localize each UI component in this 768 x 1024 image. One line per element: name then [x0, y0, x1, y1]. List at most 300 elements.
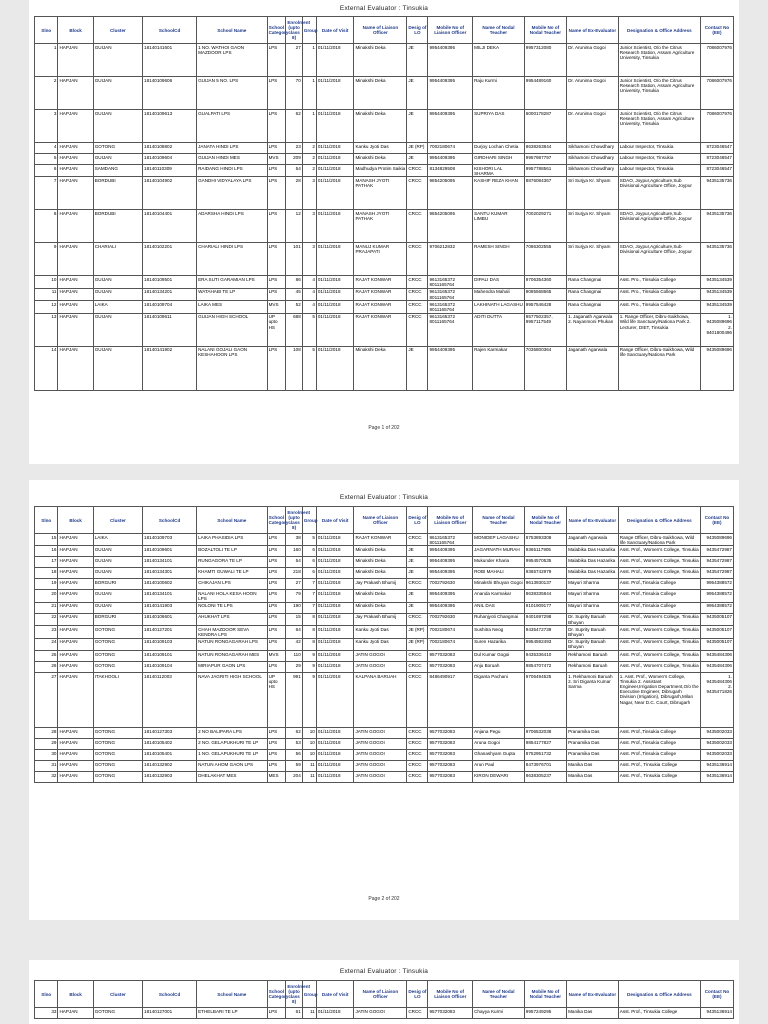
cell-school: CHIKAJAN LPS: [197, 579, 267, 590]
cell-cluster: GUIJAN: [93, 590, 142, 602]
cell-code: 18140109104: [143, 662, 197, 673]
cell-lo: Minakshi Deka: [354, 602, 407, 613]
cell-date: 01/11/2018: [316, 313, 354, 346]
cell-office: Asst. Prof., Women's College, Tinsukia: [618, 651, 700, 662]
cell-date: 01/11/2018: [316, 154, 354, 165]
cell-school: JANATA HINDI LPS: [197, 143, 267, 154]
cell-group: 9: [302, 673, 316, 728]
cell-nodal: ROBI MAHALI: [473, 568, 525, 579]
cell-ee_mob: 9435134539: [700, 276, 733, 288]
cell-cat: LPS: [267, 750, 286, 761]
cell-slno: 12: [35, 301, 58, 313]
cell-slno: 21: [35, 602, 58, 613]
cell-slno: 8: [35, 210, 58, 243]
cell-code: 18140108802: [143, 143, 197, 154]
cell-cat: LPS: [267, 77, 286, 110]
cell-block: HAPJAN: [58, 210, 93, 243]
cell-cluster: LAIKA: [93, 534, 142, 546]
cell-cluster: GUIJAN: [93, 346, 142, 390]
cell-nodal_mob: 7086302555: [524, 243, 566, 276]
cell-ee_mob: 9435005107: [700, 626, 733, 638]
cell-desig: CRCC: [407, 301, 428, 313]
cell-lo: Jay Prakash Bhumij: [354, 613, 407, 625]
cell-cluster: GUIJAN: [93, 154, 142, 165]
cell-ee: Sikhamoni Chowdhary: [567, 154, 619, 165]
cell-nodal: Anju Boruah: [473, 662, 525, 673]
cell-block: HAPJAN: [58, 739, 93, 750]
cell-school: ETHELBARI TE LP: [197, 1008, 267, 1019]
column-header: Cluster: [93, 507, 142, 534]
cell-block: HAPJAN: [58, 165, 93, 177]
cell-slno: 4: [35, 143, 58, 154]
cell-desig: JE: [407, 110, 428, 143]
cell-ee: Malabika Das Hazarika: [567, 568, 619, 579]
cell-enrol: 45: [286, 288, 302, 300]
cell-ee_mob: 9435135736: [700, 177, 733, 210]
cell-ee: Pranamika Das: [567, 728, 619, 739]
cell-nodal: RAMESH SINGH: [473, 243, 525, 276]
cell-desig: CRCC: [407, 739, 428, 750]
column-header: Name of Nodal Teacher: [473, 507, 525, 534]
cell-school: 2 NO BALIPARA LPS: [197, 728, 267, 739]
cell-desig: CRCC: [407, 1008, 428, 1019]
column-header: Mobile No of Nodal Teacher: [524, 17, 566, 44]
cell-office: Asst. Prof., Women's College, Tinsukia: [618, 546, 700, 557]
cell-group: 1: [302, 77, 316, 110]
cell-lo_mob: 9577032083: [428, 728, 473, 739]
cell-desig: CRCC: [407, 728, 428, 739]
cell-nodal_mob: 9435336410: [524, 651, 566, 662]
cell-slno: 28: [35, 728, 58, 739]
table-row: [35, 651, 734, 662]
cell-office: Asst. Prof.,Tinsukia College: [618, 579, 700, 590]
cell-date: 01/11/2018: [316, 590, 354, 602]
cell-enrol: 54: [286, 165, 302, 177]
cell-school: LAIKA MES: [197, 301, 267, 313]
cell-code: 18140112003: [143, 673, 197, 728]
cell-lo_mob: 9954409395: [428, 154, 473, 165]
cell-code: 18140109704: [143, 301, 197, 313]
cell-group: 2: [302, 165, 316, 177]
cell-cluster: BORGURI: [93, 613, 142, 625]
cell-enrol: 52: [286, 301, 302, 313]
column-header: School Category: [267, 17, 286, 44]
cell-ee_mob: 9435089696: [700, 534, 733, 546]
cell-slno: 11: [35, 288, 58, 300]
cell-nodal_mob: 6000178287: [524, 110, 566, 143]
cell-group: 3: [302, 210, 316, 243]
cell-nodal: KISHORI LAL SHARMA: [473, 165, 525, 177]
cell-date: 01/11/2018: [316, 210, 354, 243]
cell-cat: UP upto HS: [267, 313, 286, 346]
cell-lo_mob: 7002792630: [428, 579, 473, 590]
cell-nodal: Arun Paul: [473, 761, 525, 772]
cell-block: HAPJAN: [58, 662, 93, 673]
cell-code: 18140134201: [143, 288, 197, 300]
table-row: [35, 301, 734, 313]
cell-date: 01/11/2018: [316, 651, 354, 662]
cell-school: GUIJAN 5 NO. LPS: [197, 77, 267, 110]
cell-cluster: GOTONG: [93, 761, 142, 772]
cell-group: 3: [302, 177, 316, 210]
cell-nodal_mob: 9706494525: [524, 673, 566, 728]
cell-lo_mob: 9854205095: [428, 177, 473, 210]
cell-block: HAPJAN: [58, 346, 93, 390]
table-row: [35, 673, 734, 728]
column-header: Slno: [35, 17, 58, 44]
cell-cluster: GUIJAN: [93, 77, 142, 110]
cell-desig: JE (RP): [407, 626, 428, 638]
cell-slno: 24: [35, 638, 58, 650]
cell-lo_mob: 7002180674: [428, 143, 473, 154]
cell-slno: 13: [35, 313, 58, 346]
cell-code: 18140109501: [143, 276, 197, 288]
table-row: [35, 761, 734, 772]
cell-desig: CRCC: [407, 750, 428, 761]
cell-nodal: Dul Kumar Gogoi: [473, 651, 525, 662]
cell-cluster: GOTONG: [93, 638, 142, 650]
cell-block: HAPJAN: [58, 288, 93, 300]
cell-nodal: Raju Kurmi: [473, 77, 525, 110]
cell-ee: Sri Surjya Kr. Shyam: [567, 177, 619, 210]
cell-group: 11: [302, 761, 316, 772]
cell-cat: LPS: [267, 662, 286, 673]
cell-office: Asst. Prof., Women's College, Tinsukia: [618, 626, 700, 638]
cell-lo: JATIN GOGOI: [354, 1008, 407, 1019]
cell-nodal_mob: 9365742979: [524, 568, 566, 579]
cell-office: Asst. Prof.,Tinsukia College: [618, 739, 700, 750]
cell-enrol: 27: [286, 579, 302, 590]
cell-lo_mob: 9577032083: [428, 739, 473, 750]
cell-ee_mob: 9435484306: [700, 651, 733, 662]
cell-slno: 29: [35, 739, 58, 750]
cell-lo: JATIN GOGOI: [354, 750, 407, 761]
cell-cat: LPS: [267, 243, 286, 276]
cell-code: 18140127303: [143, 728, 197, 739]
cell-ee_mob: 9954388572: [700, 579, 733, 590]
cell-lo_mob: 7002180674: [428, 638, 473, 650]
cell-office: Asst. Prof., Women's College, Tinsukia: [618, 557, 700, 568]
cell-block: HAPJAN: [58, 613, 93, 625]
cell-date: 01/11/2018: [316, 728, 354, 739]
cell-code: 18140132903: [143, 772, 197, 783]
cell-office: Asst. Prof., Tinsukia College: [618, 772, 700, 783]
cell-ee: Dr. Suprity Baruah Bhuyan: [567, 638, 619, 650]
cell-lo: Minakshi Deka: [354, 110, 407, 143]
table-row: [35, 739, 734, 750]
table-row: [35, 44, 734, 77]
cell-enrol: 42: [286, 638, 302, 650]
column-header: SchoolCd: [143, 507, 197, 534]
cell-cat: LPS: [267, 546, 286, 557]
cell-enrol: 27: [286, 44, 302, 77]
cell-lo: Minakshi Deka: [354, 590, 407, 602]
page-number: Page 2 of 202: [368, 896, 400, 902]
cell-nodal: Minakshi Bhuyan Gogoi: [473, 579, 525, 590]
cell-slno: 1: [35, 44, 58, 77]
cell-cat: LPS: [267, 557, 286, 568]
cell-enrol: 218: [286, 568, 302, 579]
cell-group: 5: [302, 534, 316, 546]
cell-ee_mob: 1. 9435089696 2. 9401800496: [700, 313, 733, 346]
cell-date: 01/11/2018: [316, 301, 354, 313]
cell-cluster: GUIJAN: [93, 313, 142, 346]
cell-enrol: 15: [286, 613, 302, 625]
cell-cat: LPS: [267, 638, 286, 650]
column-header: Name of Nodal Teacher: [473, 981, 525, 1008]
table-row: [35, 165, 734, 177]
cell-date: 01/11/2018: [316, 750, 354, 761]
cell-school: GUIJAN HINDI MES: [197, 154, 267, 165]
cell-lo: RAJAT KONWAR: [354, 301, 407, 313]
column-header: Name of Nodal Teacher: [473, 17, 525, 44]
cell-nodal_mob: 8876084367: [524, 177, 566, 210]
cell-enrol: 64: [286, 626, 302, 638]
cell-cluster: SAMDANG: [93, 165, 142, 177]
cell-date: 01/11/2018: [316, 761, 354, 772]
column-header: Mobile No of Liaison Officer: [428, 507, 473, 534]
cell-group: 7: [302, 602, 316, 613]
cell-slno: 23: [35, 626, 58, 638]
column-header: Name of Liaison Officer: [354, 507, 407, 534]
column-header: Enrolment (upto class 8): [286, 17, 302, 44]
column-header: Group: [302, 981, 316, 1008]
cell-nodal: Ghanashyam Gupta: [473, 750, 525, 761]
cell-enrol: 61: [286, 1008, 302, 1019]
table-row: [35, 276, 734, 288]
cell-lo_mob: 9613165372 8011165764: [428, 288, 473, 300]
cell-enrol: 108: [286, 346, 302, 390]
cell-group: 4: [302, 288, 316, 300]
cell-enrol: 62: [286, 110, 302, 143]
cell-cluster: GOTONG: [93, 728, 142, 739]
cell-cat: MVS: [267, 651, 286, 662]
cell-lo: MANUJ KUMAR PRAJAPATI: [354, 243, 407, 276]
cell-ee_mob: 9435136914: [700, 761, 733, 772]
cell-code: 18140106601: [143, 613, 197, 625]
cell-block: HAPJAN: [58, 77, 93, 110]
column-header: Date of Visit: [316, 981, 354, 1008]
document-page-2: [29, 480, 739, 920]
cell-desig: JE: [407, 44, 428, 77]
column-header: Group: [302, 507, 316, 534]
cell-ee: Manika Das: [567, 772, 619, 783]
cell-nodal_mob: 9954592493: [524, 638, 566, 650]
cell-code: 18140110309: [143, 165, 197, 177]
cell-nodal: JAGARNATH MURAH: [473, 546, 525, 557]
cell-ee: Manika Das: [567, 761, 619, 772]
cell-group: 2: [302, 154, 316, 165]
cell-ee_mob: 9435472987: [700, 568, 733, 579]
cell-ee_mob: 9435136914: [700, 772, 733, 783]
cell-ee: Dr. Arunima Gogoi: [567, 110, 619, 143]
cell-school: NATUN AHOM GAON LPS: [197, 761, 267, 772]
cell-block: HAPJAN: [58, 750, 93, 761]
table-row: [35, 143, 734, 154]
cell-cluster: GOTONG: [93, 143, 142, 154]
cell-ee_mob: 9435135736: [700, 243, 733, 276]
cell-ee_mob: 9435089696: [700, 346, 733, 390]
column-header: Enrolment (upto class 8): [286, 507, 302, 534]
cell-office: Asst. Prof., Women's College, Tinsukia: [618, 568, 700, 579]
document-page-3: [29, 960, 739, 1024]
cell-nodal: Rajen Karmakar: [473, 346, 525, 390]
cell-slno: 31: [35, 761, 58, 772]
cell-lo: KALPANA BARUAH: [354, 673, 407, 728]
cell-desig: CRCC: [407, 177, 428, 210]
cell-ee: Sri Surjya Kr. Shyam: [567, 243, 619, 276]
cell-desig: CRCC: [407, 673, 428, 728]
cell-enrol: 110: [286, 651, 302, 662]
cell-lo: Minakshi Deka: [354, 77, 407, 110]
cell-ee: Mayuri Sharma: [567, 579, 619, 590]
cell-ee_mob: 9435005107: [700, 638, 733, 650]
cell-enrol: 12: [286, 210, 302, 243]
cell-group: 11: [302, 772, 316, 783]
cell-ee_mob: 9435134539: [700, 301, 733, 313]
table-row: [35, 590, 734, 602]
cell-lo_mob: 9577032083: [428, 750, 473, 761]
column-header: Block: [58, 17, 93, 44]
cell-ee_mob: 9435002033: [700, 750, 733, 761]
cell-block: HAPJAN: [58, 557, 93, 568]
cell-lo_mob: 9613165372 8011165764: [428, 276, 473, 288]
column-header: Contact No (EE): [700, 981, 733, 1008]
cell-cat: LPS: [267, 568, 286, 579]
cell-ee_mob: 9435002033: [700, 728, 733, 739]
cell-slno: 30: [35, 750, 58, 761]
cell-office: Asst. Prof.,Tinsukia College: [618, 728, 700, 739]
cell-desig: JE: [407, 546, 428, 557]
cell-ee: Rekhamoni Baruah: [567, 662, 619, 673]
cell-group: 7: [302, 579, 316, 590]
cell-nodal_mob: 9854707472: [524, 662, 566, 673]
cell-cat: LPS: [267, 288, 286, 300]
cell-slno: 25: [35, 651, 58, 662]
cell-nodal: Suren Hazarika: [473, 638, 525, 650]
cell-block: HAPJAN: [58, 673, 93, 728]
cell-nodal_mob: 9957987797: [524, 154, 566, 165]
cell-ee: Malabika Das Hazarika: [567, 546, 619, 557]
table-row: [35, 602, 734, 613]
cell-cluster: GUIJAN: [93, 288, 142, 300]
column-header: School Name: [197, 17, 267, 44]
cell-lo: JATIN GOGOI: [354, 651, 407, 662]
cell-school: DHELAKHAT MES: [197, 772, 267, 783]
cell-enrol: 62: [286, 728, 302, 739]
cell-code: 18140132902: [143, 761, 197, 772]
cell-cat: MES: [267, 772, 286, 783]
cell-code: 18140134301: [143, 568, 197, 579]
cell-cluster: GOTONG: [93, 739, 142, 750]
column-header: Designation & Office Address: [618, 507, 700, 534]
column-header: SchoolCd: [143, 981, 197, 1008]
cell-block: HAPJAN: [58, 177, 93, 210]
cell-enrol: 56: [286, 750, 302, 761]
cell-nodal: ANIL DAS: [473, 602, 525, 613]
cell-block: HAPJAN: [58, 651, 93, 662]
cell-ee_mob: 9435484306: [700, 662, 733, 673]
cell-slno: 2: [35, 77, 58, 110]
cell-nodal: SANTU KUMAR LIMBU: [473, 210, 525, 243]
cell-lo: Minakshi Deka: [354, 546, 407, 557]
cell-nodal: Anjana Pegu: [473, 728, 525, 739]
cell-nodal_mob: 8638263844: [524, 143, 566, 154]
cell-office: 1. Asst. Prof., Women's College, Tinsukia 2. Assistant Engineer,Irrigation Department,O/o the Executive Engineer, Dibrugarh Division (Irrigation), Dibrugarh,Milan Nagar, Near D.C. Court, Dibrugarh: [618, 673, 700, 728]
cell-school: 1 NO. WATHOI GAON MAZDOOR LPS: [197, 44, 267, 77]
cell-cat: LPS: [267, 739, 286, 750]
cell-slno: 26: [35, 662, 58, 673]
cell-cat: UP upto HS: [267, 673, 286, 728]
cell-enrol: 204: [286, 772, 302, 783]
cell-ee: Dr. Suprity Baruah Bhuyan: [567, 626, 619, 638]
cell-nodal: Aruna Gogoi: [473, 739, 525, 750]
cell-code: 18140141903: [143, 602, 197, 613]
cell-cat: LPS: [267, 590, 286, 602]
cell-code: 18140109604: [143, 154, 197, 165]
cell-code: 18140141902: [143, 346, 197, 390]
table-header-row: [35, 507, 734, 534]
evaluator-table: [34, 980, 734, 1019]
cell-office: 1. Range Officer, Dibru-Saikhowa, Wild life Sanctuary/Nationa Park 2. Lecturer, DIET, Tinsukia: [618, 313, 700, 346]
cell-school: NALANI HOLA KESA HOON LPS: [197, 590, 267, 602]
cell-group: 11: [302, 1008, 316, 1019]
column-header: Desig of LO: [407, 17, 428, 44]
cell-group: 7: [302, 590, 316, 602]
cell-lo_mob: 8486490917: [428, 673, 473, 728]
cell-nodal_mob: 9085568665: [524, 288, 566, 300]
cell-desig: CRCC: [407, 243, 428, 276]
cell-lo_mob: 9954409395: [428, 590, 473, 602]
cell-date: 01/11/2018: [316, 1008, 354, 1019]
cell-nodal: Ananda Karmakar: [473, 590, 525, 602]
cell-group: 8: [302, 638, 316, 650]
cell-ee_mob: 9435134539: [700, 288, 733, 300]
cell-desig: CRCC: [407, 534, 428, 546]
table-header-row: [35, 981, 734, 1008]
cell-cluster: GUIJAN: [93, 602, 142, 613]
cell-office: Junior Scientist, O/o the Citrus Research Station, Assam Agriculture University, Tinsukia: [618, 77, 700, 110]
cell-ee_mob: 9435005107: [700, 613, 733, 625]
cell-lo: RAJAT KONWAR: [354, 288, 407, 300]
cell-lo_mob: 9954409395: [428, 44, 473, 77]
cell-slno: 22: [35, 613, 58, 625]
cell-cluster: GUIJAN: [93, 546, 142, 557]
cell-code: 18140141601: [143, 44, 197, 77]
cell-school: NALANI GOJALI GAON KESHAHOON LPS: [197, 346, 267, 390]
cell-desig: CRCC: [407, 662, 428, 673]
cell-desig: CRCC: [407, 288, 428, 300]
cell-nodal: DIPALI DAS: [473, 276, 525, 288]
table-row: [35, 638, 734, 650]
cell-school: WATAHABI TE LP: [197, 288, 267, 300]
cell-desig: JE: [407, 602, 428, 613]
cell-school: BOZALTOLI TE LP: [197, 546, 267, 557]
cell-lo: JATIN GOGOI: [354, 761, 407, 772]
cell-lo: Madhudya Protim Saikia: [354, 165, 407, 177]
cell-ee_mob: 9435136914: [700, 1008, 733, 1019]
cell-lo: Jay Prakash Bhumij: [354, 579, 407, 590]
cell-block: HAPJAN: [58, 638, 93, 650]
cell-lo_mob: 9577032083: [428, 772, 473, 783]
column-header: Mobile No of Liaison Officer: [428, 17, 473, 44]
column-header: Slno: [35, 981, 58, 1008]
cell-nodal_mob: 9957546428: [524, 301, 566, 313]
cell-nodal_mob: 8473976701: [524, 761, 566, 772]
table-row: [35, 613, 734, 625]
cell-nodal_mob: 9957312080: [524, 44, 566, 77]
cell-cat: LPS: [267, 761, 286, 772]
